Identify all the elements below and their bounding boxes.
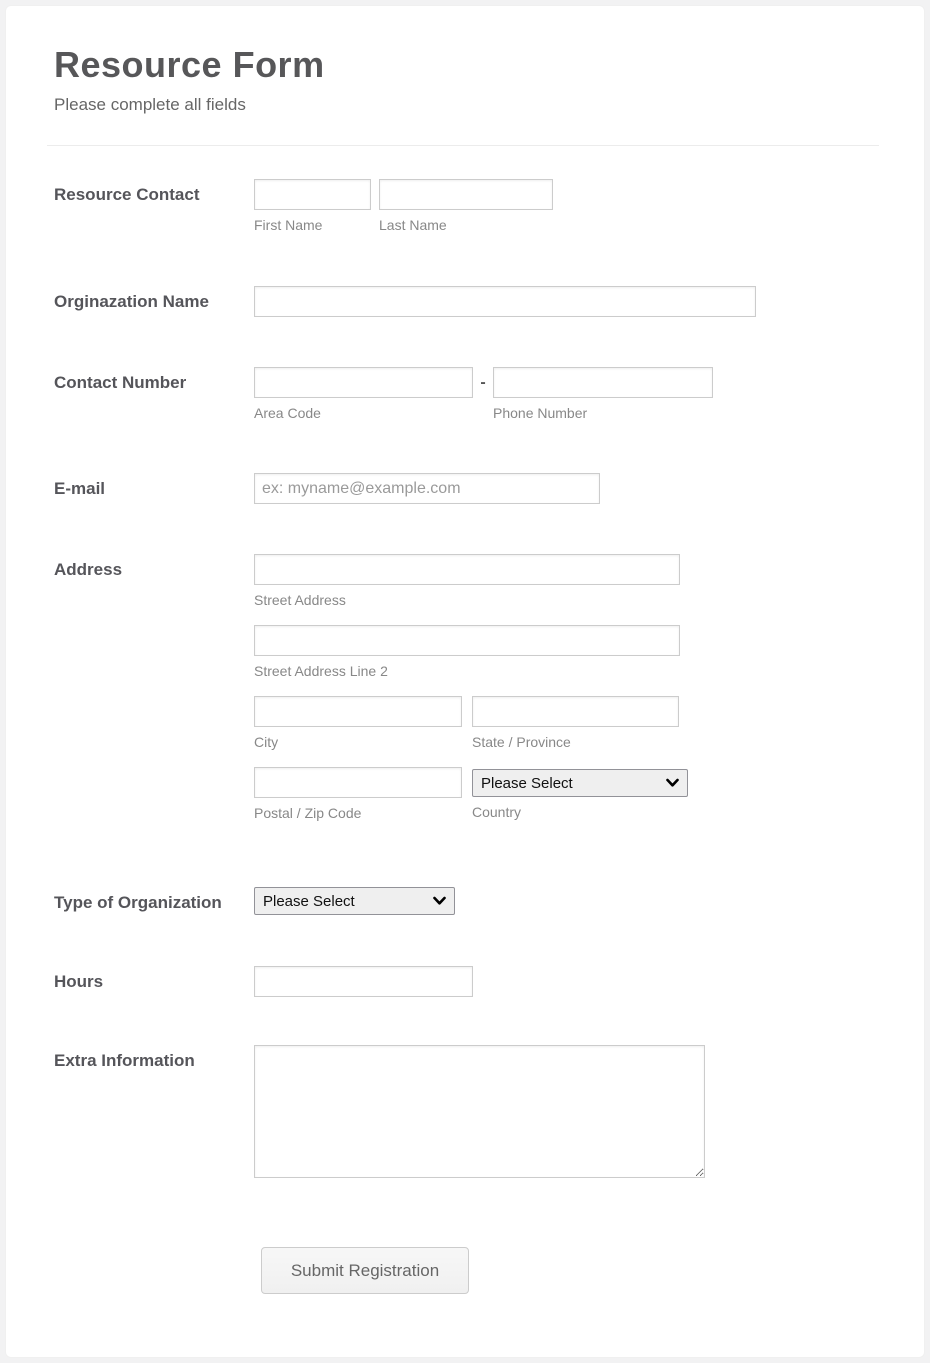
last-name-sublabel: Last Name bbox=[379, 217, 447, 234]
page-title: Resource Form bbox=[54, 44, 325, 85]
area-code-input[interactable] bbox=[254, 367, 473, 398]
row-submit bbox=[6, 1247, 924, 1294]
city-sublabel: City bbox=[254, 734, 279, 751]
row-contact-number bbox=[6, 367, 924, 421]
postal-zip-input[interactable] bbox=[254, 767, 462, 798]
email-label: E-mail bbox=[54, 479, 106, 499]
area-code-sublabel: Area Code bbox=[254, 405, 321, 422]
organization-type-select[interactable] bbox=[254, 887, 455, 915]
extra-information-label: Extra Information bbox=[54, 1051, 195, 1071]
hours-input[interactable] bbox=[254, 966, 473, 997]
phone-number-input[interactable] bbox=[493, 367, 713, 398]
email-input[interactable] bbox=[254, 473, 600, 504]
row-email bbox=[6, 473, 924, 504]
street-address-sublabel: Street Address bbox=[254, 592, 346, 609]
row-organization-name bbox=[6, 286, 924, 317]
row-address bbox=[6, 554, 924, 821]
row-organization-type bbox=[6, 887, 924, 915]
organization-name-label: Orginazation Name bbox=[54, 292, 209, 312]
row-extra-information bbox=[6, 1045, 924, 1178]
extra-information-textarea[interactable] bbox=[254, 1045, 705, 1178]
country-sublabel: Country bbox=[472, 804, 522, 821]
first-name-sublabel: First Name bbox=[254, 217, 323, 234]
phone-dash-separator: - bbox=[480, 374, 486, 392]
contact-number-label: Contact Number bbox=[54, 373, 187, 393]
resource-contact-label: Resource Contact bbox=[54, 185, 200, 205]
postal-zip-sublabel: Postal / Zip Code bbox=[254, 805, 362, 822]
street-address-line2-sublabel: Street Address Line 2 bbox=[254, 663, 388, 680]
address-label: Address bbox=[54, 560, 123, 580]
hours-label: Hours bbox=[54, 972, 104, 992]
last-name-input[interactable] bbox=[379, 179, 553, 210]
form-body bbox=[6, 146, 924, 1294]
state-province-sublabel: State / Province bbox=[472, 734, 571, 751]
row-hours bbox=[6, 966, 924, 997]
form-card bbox=[5, 5, 925, 1358]
state-province-input[interactable] bbox=[472, 696, 679, 727]
street-address-line2-input[interactable] bbox=[254, 625, 680, 656]
street-address-input[interactable] bbox=[254, 554, 680, 585]
submit-registration-button[interactable]: Submit Registration bbox=[261, 1247, 469, 1294]
phone-number-sublabel: Phone Number bbox=[493, 405, 588, 422]
first-name-input[interactable] bbox=[254, 179, 371, 210]
country-select[interactable] bbox=[472, 769, 688, 797]
form-header bbox=[6, 6, 924, 115]
page-subtitle: Please complete all fields bbox=[54, 95, 246, 115]
city-input[interactable] bbox=[254, 696, 462, 727]
organization-type-label: Type of Organization bbox=[54, 893, 222, 913]
organization-name-input[interactable] bbox=[254, 286, 756, 317]
row-resource-contact bbox=[6, 179, 924, 233]
submit-spacer bbox=[54, 1247, 254, 1253]
